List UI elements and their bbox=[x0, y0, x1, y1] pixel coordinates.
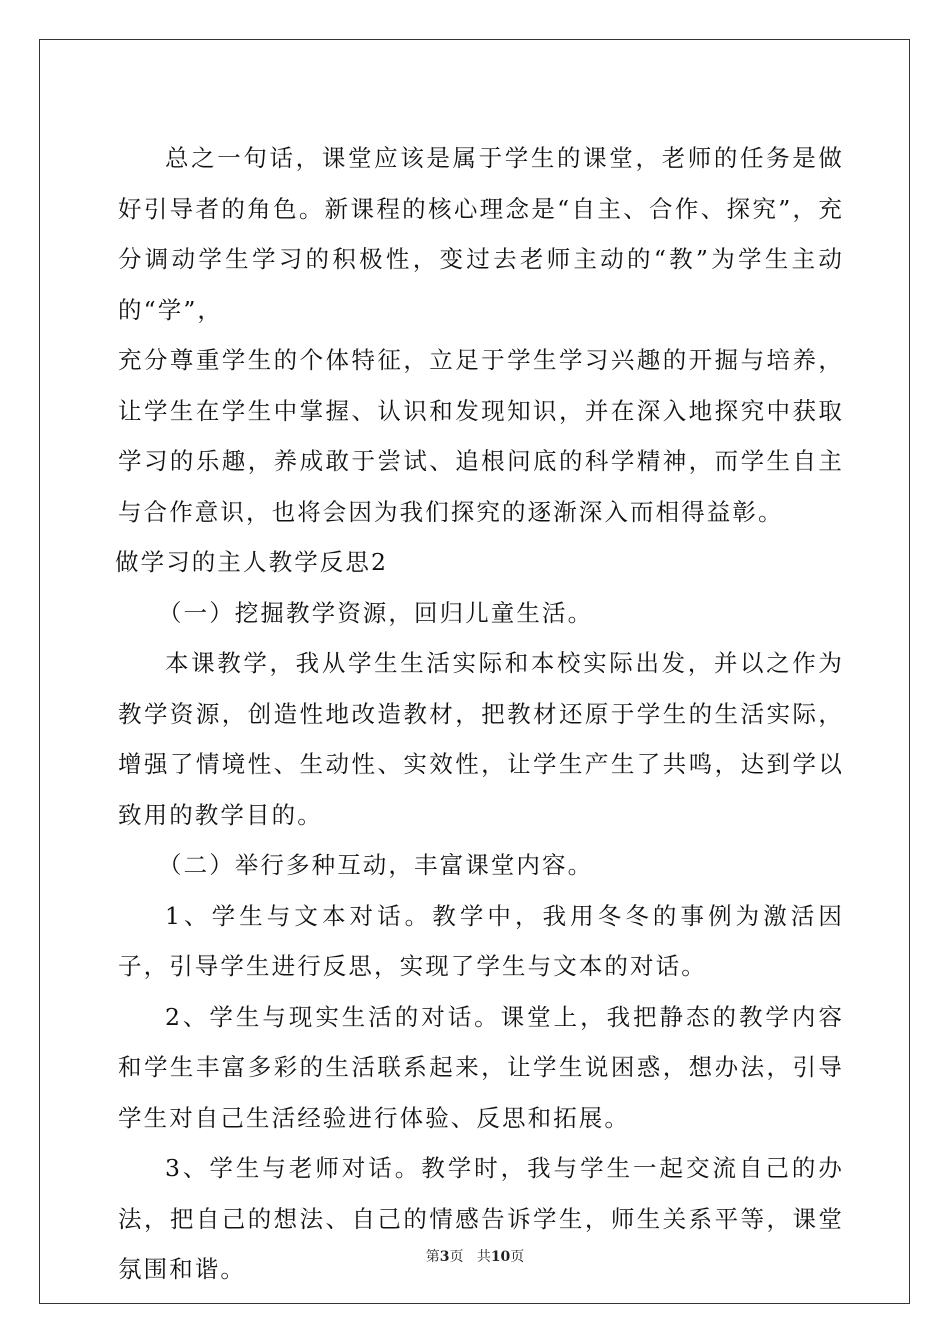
paragraph: 充分尊重学生的个体特征，立足于学生学习兴趣的开掘与培养，让学生在学生中掌握、认识和发现知识，并在深入地探究中获取学习的乐趣，养成敢于尝试、追根问底的科学精神，而学生自主与合作意识，也将会因为我们探究的逐渐深入而相得益彰。 bbox=[118, 346, 844, 526]
paragraph: 本课教学，我从学生生活实际和本校实际出发，并以之作为教学资源，创造性地改造教材，把教材还原于学生的生活实际，增强了情境性、生动性、实效性，让学生产生了共鸣，达到学以致用的教学目的。 bbox=[118, 649, 844, 829]
total-pages: 10 bbox=[490, 1249, 511, 1265]
page-number: 3 bbox=[439, 1249, 450, 1265]
subheading: （二）举行多种互动，丰富课堂内容。 bbox=[158, 851, 594, 879]
paragraph: 总之一句话，课堂应该是属于学生的课堂，老师的任务是做好引导者的角色。新课程的核心理念是“自主、合作、探究”，充分调动学生学习的积极性，变过去老师主动的“教”为学生主动的“学”， bbox=[118, 144, 844, 324]
subheading: （一）挖掘教学资源，回归儿童生活。 bbox=[158, 598, 594, 627]
total-prefix: 共 bbox=[476, 1249, 491, 1265]
paragraph: 1、学生与文本对话。教学中，我用冬冬的事例为激活因子，引导学生进行反思，实现了学生与文本的对话。 bbox=[118, 901, 844, 980]
paragraph: 2、学生与现实生活的对话。课堂上，我把静态的教学内容和学生丰富多彩的生活联系起来，让学生说困惑，想办法，引导学生对自己生活经验进行体验、反思和拓展。 bbox=[118, 1002, 844, 1132]
page-footer bbox=[0, 1246, 950, 1266]
section-heading: 做学习的主人教学反思2 bbox=[115, 548, 389, 576]
page-prefix: 第 bbox=[425, 1249, 440, 1265]
total-suffix: 页 bbox=[510, 1249, 525, 1265]
page-suffix: 页 bbox=[449, 1249, 464, 1265]
document-body bbox=[115, 133, 844, 1295]
paragraph: 3、学生与老师对话。教学时，我与学生一起交流自己的办法，把自己的想法、自己的情感告诉学生，师生关系平等，课堂氛围和谐。 bbox=[118, 1154, 844, 1283]
